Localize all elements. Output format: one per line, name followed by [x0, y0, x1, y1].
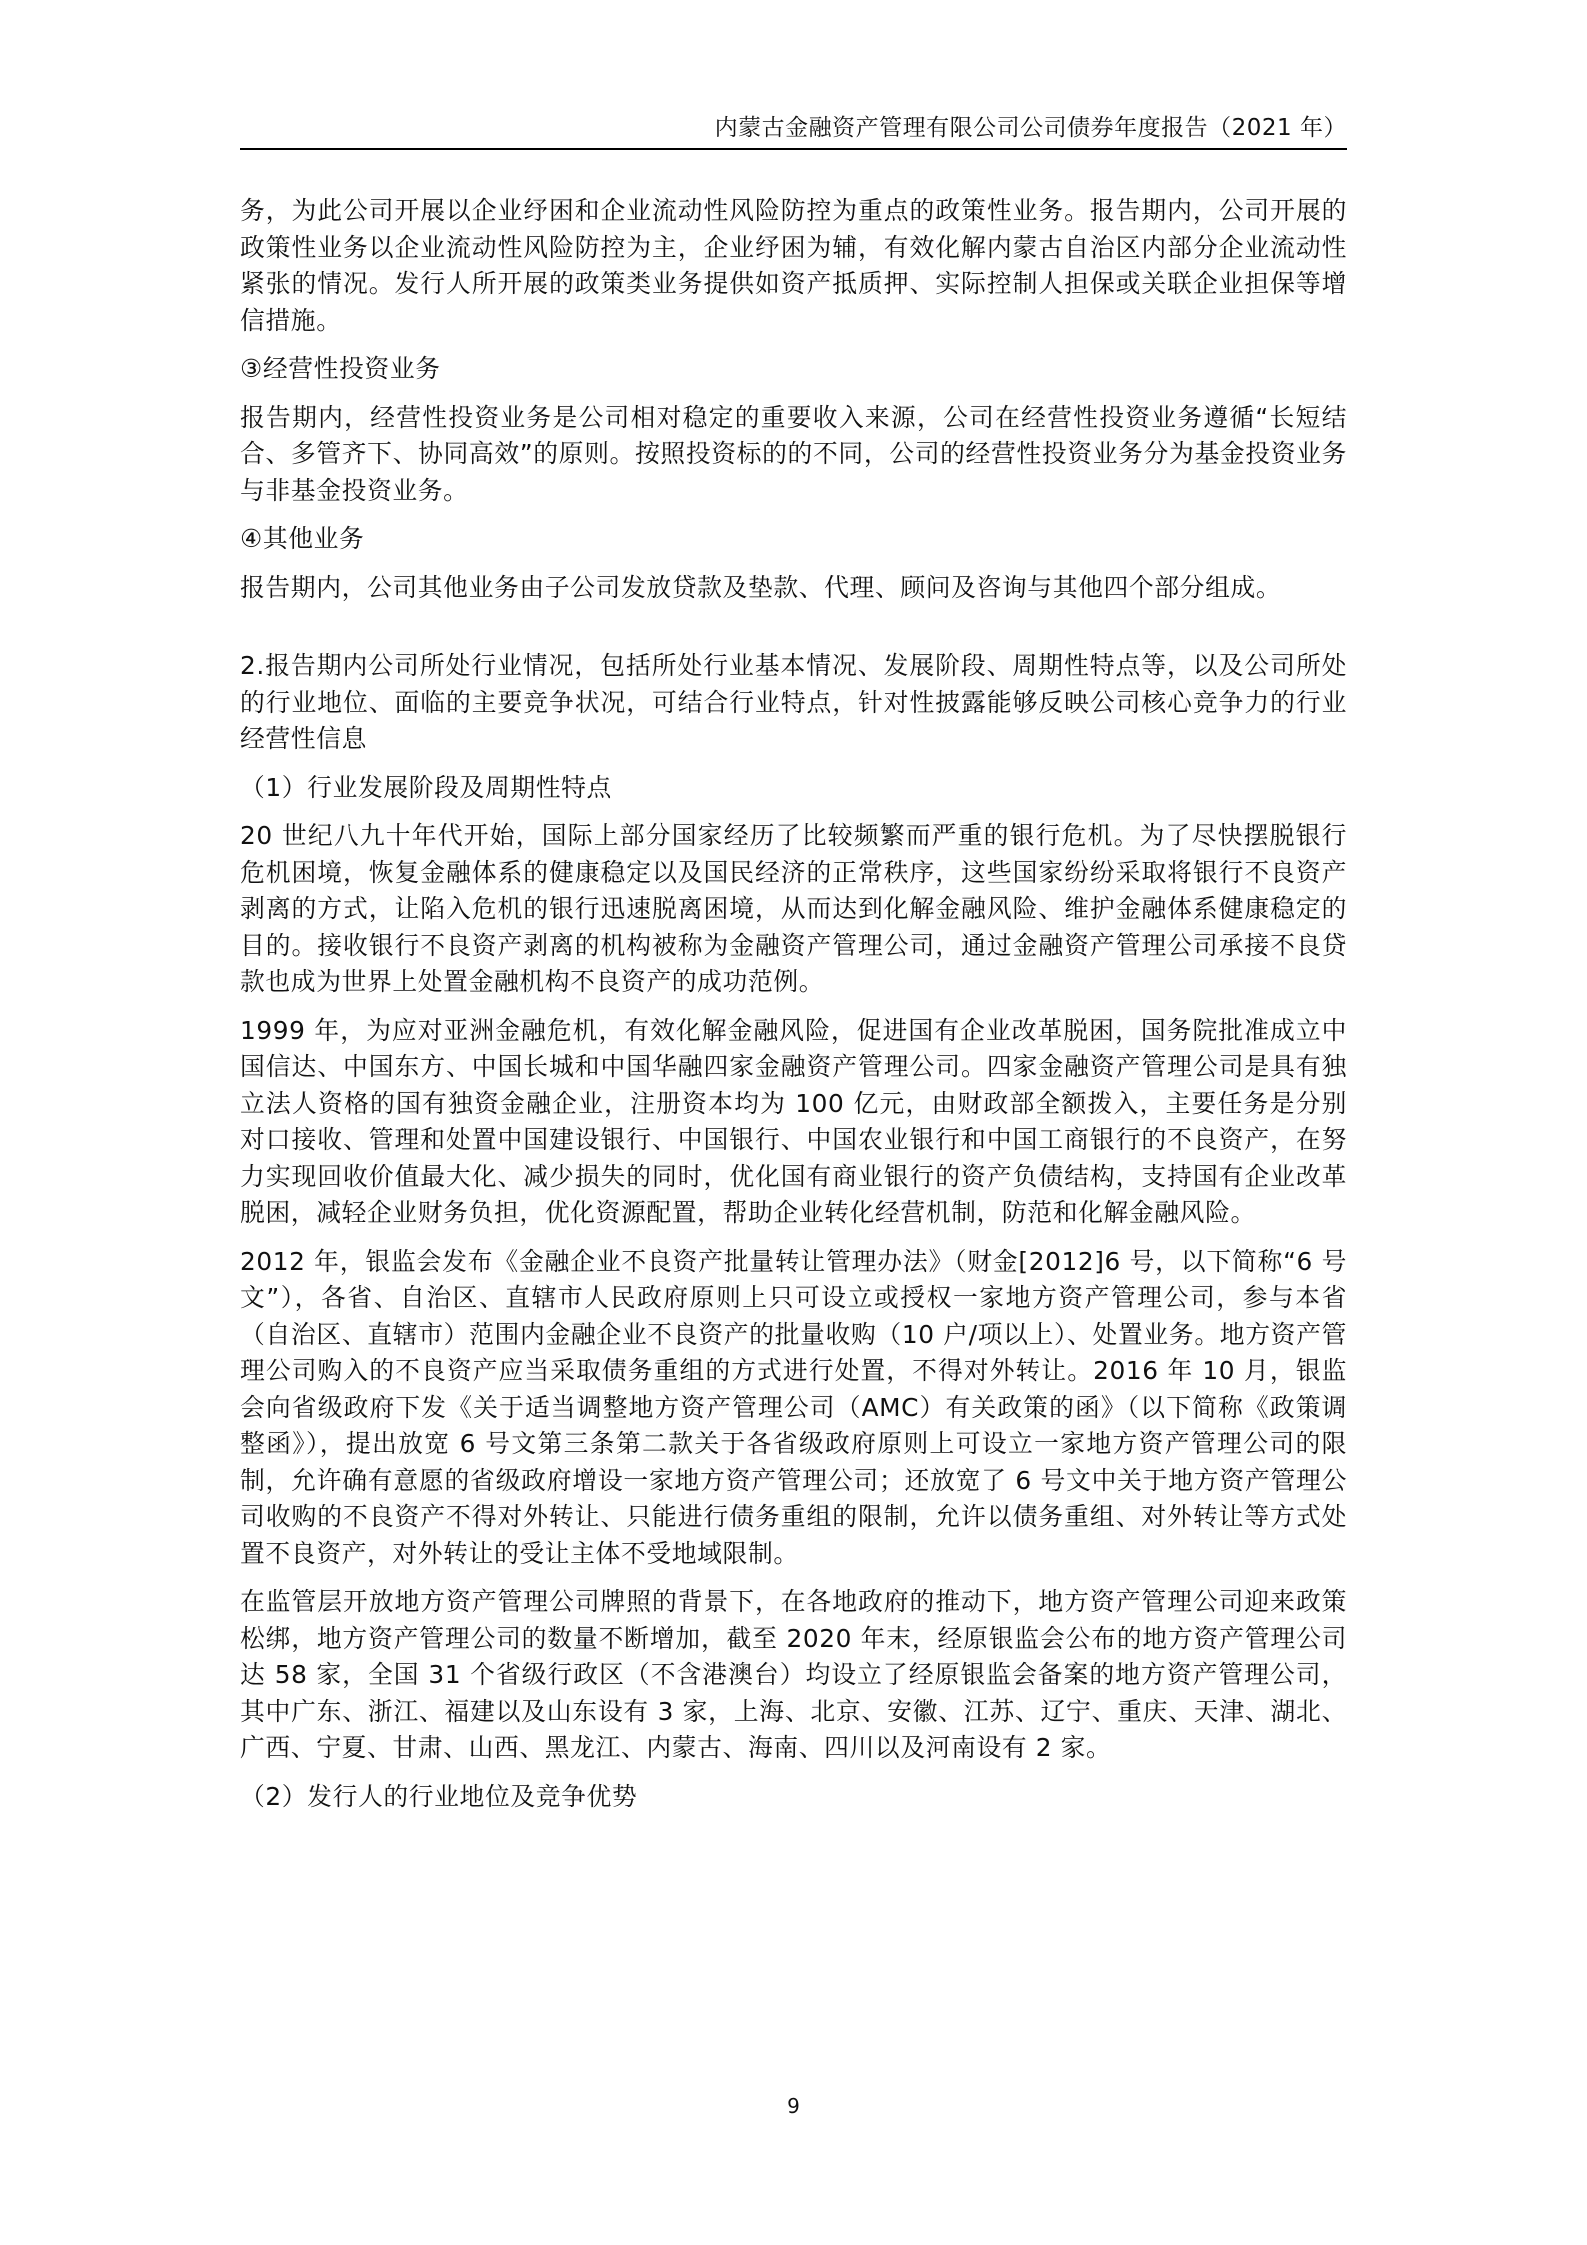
subheading-industry-position: （2）发行人的行业地位及竞争优势 [240, 1781, 638, 1811]
paragraph-1999-amc-founding: 1999 年，为应对亚洲金融危机，有效化解金融风险，促进国有企业改革脱困，国务院批准成立中国信达、中国东方、中国长城和中国华融四家金融资产管理公司。四家金融资产管理公司是具有独立法人资格的国有独资金融企业，注册资本均为 100 亿元，由财政部全额拨入，主要任务是分别对口接收、管理和处置中国建设银行、中国银行、中国农业银行和中国工商银行的不良资产，在努力实现回收价值最大化、减少损失的同时，优化国有商业银行的资产负债结构，支持国有企业改革脱困，减轻企业财务负担，优化资源配置，帮助企业转化经营机制，防范和化解金融风险。 [240, 1015, 1347, 1227]
document-body [240, 193, 1347, 1827]
subheading-operating-investment: ③经营性投资业务 [240, 354, 441, 383]
paragraph-operating-investment: 报告期内，经营性投资业务是公司相对稳定的重要收入来源，公司在经营性投资业务遵循“长短结合、多管齐下、协同高效”的原则。按照投资标的的不同，公司的经营性投资业务分为基金投资业务与非基金投资业务。 [240, 402, 1347, 505]
paragraph-local-amc-growth: 在监管层开放地方资产管理公司牌照的背景下，在各地政府的推动下，地方资产管理公司迎来政策松绑，地方资产管理公司的数量不断增加，截至 2020 年末，经原银监会公布的地方资产管理公司达 58 家，全国 31 个省级行政区（不含港澳台）均设立了经原银监会备案的地方资产管理公司，其中广东、浙江、福建以及山东设有 3 家，上海、北京、安徽、江苏、辽宁、重庆、天津、湖北、广西、宁夏、甘肃、山西、黑龙江、内蒙古、海南、四川以及河南设有 2 家。 [240, 1587, 1347, 1762]
paragraph-other-business: 报告期内，公司其他业务由子公司发放贷款及垫款、代理、顾问及咨询与其他四个部分组成。 [240, 572, 1282, 602]
subheading-other-business: ④其他业务 [240, 524, 365, 553]
paragraph-international-background: 20 世纪八九十年代开始，国际上部分国家经历了比较频繁而严重的银行危机。为了尽快摆脱银行危机困境，恢复金融体系的健康稳定以及国民经济的正常秩序，这些国家纷纷采取将银行不良资产剥离的方式，让陷入危机的银行迅速脱离困境，从而达到化解金融风险、维护金融体系健康稳定的目的。接收银行不良资产剥离的机构被称为金融资产管理公司，通过金融资产管理公司承接不良贷款也成为世界上处置金融机构不良资产的成功范例。 [240, 821, 1347, 996]
page-number: 9 [787, 2094, 800, 2118]
subheading-industry-stage: （1）行业发展阶段及周期性特点 [240, 772, 612, 802]
paragraph-2012-policy: 2012 年，银监会发布《金融企业不良资产批量转让管理办法》（财金[2012]6 号，以下简称“6 号文”），各省、自治区、直辖市人民政府原则上只可设立或授权一家地方资产管理公司，参与本省（自治区、直辖市）范围内金融企业不良资产的批量收购（10 户/项以上）、处置业务。地方资产管理公司购入的不良资产应当采取债务重组的方式进行处置，不得对外转让。2016 年 10 月，银监会向省级政府下发《关于适当调整地方资产管理公司（AMC）有关政策的函》（以下简称《政策调整函》），提出放宽 6 号文第三条第二款关于各省级政府原则上可设立一家地方资产管理公司的限制，允许确有意愿的省级政府增设一家地方资产管理公司；还放宽了 6 号文中关于地方资产管理公司收购的不良资产不得对外转让、只能进行债务重组的限制，允许以债务重组、对外转让等方式处置不良资产，对外转让的受让主体不受地域限制。 [240, 1246, 1347, 1568]
paragraph-policy-business-continued: 务，为此公司开展以企业纾困和企业流动性风险防控为重点的政策性业务。报告期内，公司开展的政策性业务以企业流动性风险防控为主，企业纾困为辅，有效化解内蒙古自治区内部分企业流动性紧张的情况。发行人所开展的政策类业务提供如资产抵质押、实际控制人担保或关联企业担保等增信措施。 [240, 196, 1347, 335]
header-divider [240, 148, 1347, 150]
section-heading-industry: 2.报告期内公司所处行业情况，包括所处行业基本情况、发展阶段、周期性特点等，以及公司所处的行业地位、面临的主要竞争状况，可结合行业特点，针对性披露能够反映公司核心竞争力的行业经营性信息 [240, 651, 1347, 753]
page-header: 内蒙古金融资产管理有限公司公司债券年度报告（2021 年） [714, 115, 1347, 141]
